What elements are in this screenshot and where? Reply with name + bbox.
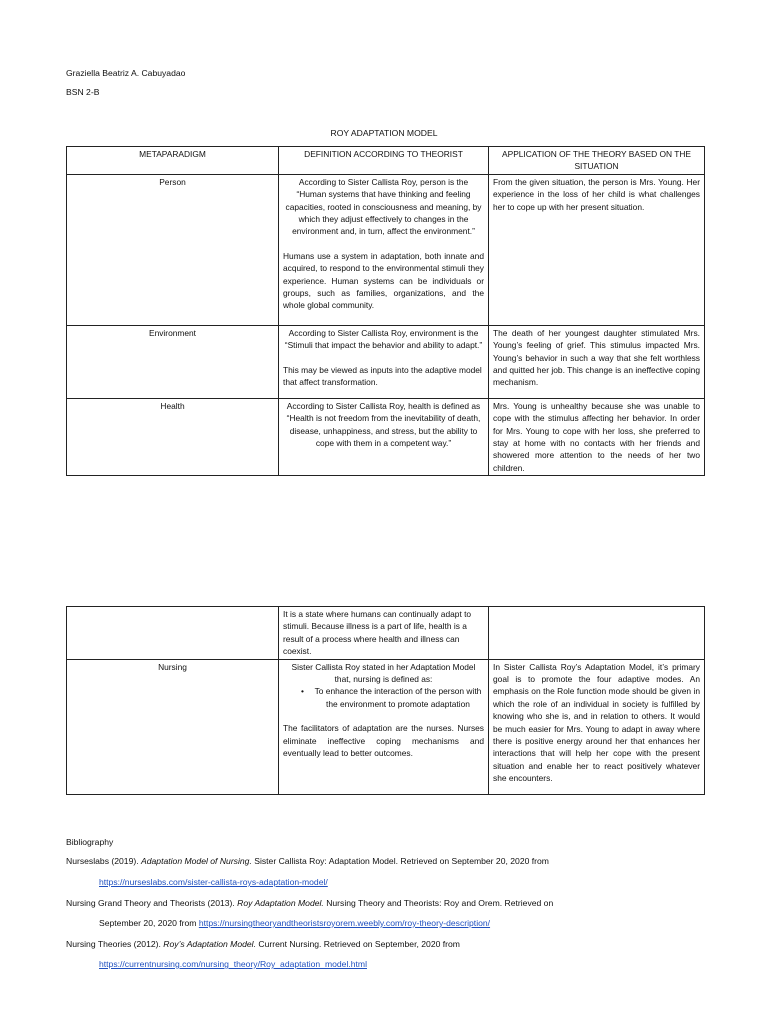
table-row xyxy=(67,607,705,660)
entry-author: Nursing Grand Theory and Theorists (2013). xyxy=(66,898,238,908)
column-header: APPLICATION OF THE THEORY BASED ON THE SITUATION xyxy=(489,147,705,175)
entry-source: Nursing Theory and Theorists: Roy and Orem. Retrieved on xyxy=(323,898,554,908)
entry-title: Roy Adaptation Model. xyxy=(237,898,324,908)
entry-source: Current Nursing. Retrieved on September, 2020 from xyxy=(255,939,460,949)
definition-paragraph: Humans use a system in adaptation, both innate and acquired, to respond to the environmental stimuli they experience. Human systems can be individuals or groups, such as families, organizations, and the whole global community. xyxy=(283,250,484,311)
table-row xyxy=(67,325,705,398)
definition-cell xyxy=(279,325,489,398)
application-cell: The death of her youngest daughter stimulated Mrs. Young’s feeling of grief. This stimulus impacted Mrs. Young’s behavior in such a way that she felt worthless and quitted her job. This change is an ineffective coping mechanism. xyxy=(489,325,705,398)
bibliography-link[interactable]: https://nursingtheoryandtheoristsroyorem.weebly.com/roy-theory-description/ xyxy=(198,918,491,928)
definition-cell xyxy=(279,398,489,475)
row-label: Health xyxy=(67,398,279,475)
bibliography-heading: Bibliography xyxy=(66,837,114,847)
definition-paragraph: The facilitators of adaptation are the nurses. Nurses eliminate ineffective coping mechanisms and eventually lead to better outcomes. xyxy=(283,723,484,759)
definition-cell: It is a state where humans can continually adapt to stimuli. Because illness is a part of life, health is a result of a process where health and illness can coexist. xyxy=(279,607,489,660)
table-row xyxy=(67,659,705,794)
application-cell: From the given situation, the person is Mrs. Young. Her experience in the loss of her child is what challenges her to cope up with her present situation. xyxy=(489,174,705,325)
definition-paragraph: This may be viewed as inputs into the adaptive model that affect transformation. xyxy=(283,364,482,388)
bibliography-link-row xyxy=(99,958,367,971)
entry-source: Sister Callista Roy: Adaptation Model. Retrieved on September 20, 2020 from xyxy=(251,856,549,866)
column-header: DEFINITION ACCORDING TO THEORIST xyxy=(279,147,489,175)
definition-cell xyxy=(279,174,489,325)
definition-paragraph: According to Sister Callista Roy, person is the “Human systems that have thinking and feeling capacities, rooted in consciousness and meaning, by which they adjust effectively to changes in the environment and, in turn, affect the environment.” xyxy=(285,176,482,237)
bibliography-entry xyxy=(66,938,460,951)
application-cell xyxy=(489,607,705,660)
row-label: Person xyxy=(67,174,279,325)
application-cell: In Sister Callista Roy’s Adaptation Model, it’s primary goal is to promote the four adaptive modes. An emphasis on the Role function mode should be given in which the role of an individual in society is fulfilled by knowing who she is, and in relation to others. It would be much easier for Mrs. Young to adapt in away where there is positive energy around her that enhances her interactions that will help her cope with the present situation and enable her to react positively whatever she encounters. xyxy=(489,659,705,794)
bullet-text: To enhance the interaction of the person with the environment to promote adaptation xyxy=(314,686,482,709)
metaparadigm-table-continued xyxy=(66,606,705,795)
bibliography-link[interactable]: https://nurseslabs.com/sister-callista-roys-adaptation-model/ xyxy=(99,877,328,887)
entry-title: Roy’s Adaptation Model. xyxy=(163,939,256,949)
column-header: METAPARADIGM xyxy=(67,147,279,175)
application-cell: Mrs. Young is unhealthy because she was unable to cope with the stimulus affecting her behavior. In order for Mrs. Young to cope with her loss, she preferred to stay at home with no contacts with her friends and showered more attention to the needs of her two children. xyxy=(489,398,705,475)
row-label xyxy=(67,607,279,660)
definition-paragraph: According to Sister Callista Roy, environment is the “Stimuli that impact the behavior and ability to adapt.” xyxy=(284,327,483,351)
entry-author: Nursing Theories (2012). xyxy=(66,939,164,949)
page-title: ROY ADAPTATION MODEL xyxy=(330,128,438,138)
student-section: BSN 2-B xyxy=(66,87,100,97)
row-label: Nursing xyxy=(67,659,279,794)
bullet-icon: • xyxy=(301,686,304,697)
bibliography-link[interactable]: https://currentnursing.com/nursing_theory/Roy_adaptation_model.html xyxy=(99,959,367,969)
entry-date: September 20, 2020 from xyxy=(99,918,199,928)
entry-title: Adaptation Model of Nursing. xyxy=(141,856,252,866)
bullet-item xyxy=(283,685,484,710)
table-row xyxy=(67,398,705,475)
bibliography-link-row xyxy=(99,917,490,930)
bibliography-entry xyxy=(66,897,553,910)
metaparadigm-table xyxy=(66,146,705,476)
entry-author: Nurseslabs (2019). xyxy=(66,856,141,866)
row-label: Environment xyxy=(67,325,279,398)
definition-paragraph: According to Sister Callista Roy, health is defined as “Health is not freedom from the inevitability of death, disease, unhappiness, and stress, but the ability to cope with them in a competent way.” xyxy=(286,400,481,449)
bibliography-entry xyxy=(66,855,549,868)
definition-paragraph: Sister Callista Roy stated in her Adaptation Model that, nursing is defined as: xyxy=(291,661,476,685)
table-row xyxy=(67,174,705,325)
table-header-row xyxy=(67,147,705,175)
bibliography-link-row xyxy=(99,876,328,889)
student-name: Graziella Beatriz A. Cabuyadao xyxy=(66,68,186,78)
definition-cell xyxy=(279,659,489,794)
